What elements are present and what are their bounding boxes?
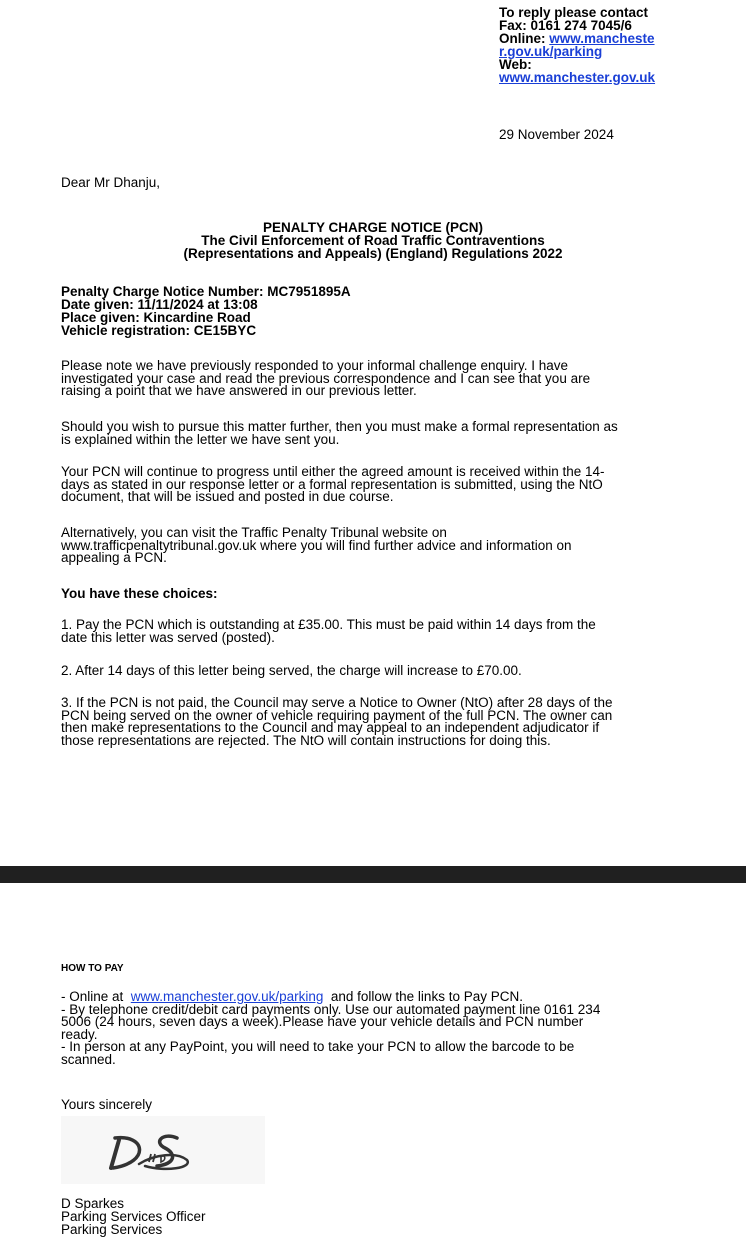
paragraph-line: 1. Pay the PCN which is outstanding at £35.00. This must be paid within 14 days from the — [61, 617, 596, 632]
reply-contact-line: To reply please contact — [499, 5, 649, 20]
contact-block — [499, 6, 689, 84]
closing: Yours sincerely — [61, 1097, 153, 1112]
online-label: Online: — [499, 31, 550, 46]
title-line-3: (Representations and Appeals) (England) Regulations 2022 — [183, 246, 563, 261]
choice-3 — [61, 697, 701, 747]
choice-1 — [61, 619, 701, 644]
date-given: Date given: 11/11/2024 at 13:08 — [61, 297, 258, 312]
paragraph-line: 2. After 14 days of this letter being served, the charge will increase to £70.00. — [61, 663, 522, 678]
paragraph-pcn-progress — [61, 466, 701, 504]
paragraph-line: raising a point that we have answered in our previous letter. — [61, 383, 417, 398]
pay-telephone-line: - By telephone credit/debit card payments only. Use our automated payment line 0161 234 — [61, 1001, 601, 1017]
title-line-2: The Civil Enforcement of Road Traffic Contraventions — [201, 233, 545, 248]
paragraph-line: www.trafficpenaltytribunal.gov.uk where you will find further advice and information on — [61, 537, 572, 553]
pay-in-person-line: scanned. — [61, 1051, 116, 1067]
paragraph-line: days as stated in our response letter or a formal representation is submitted, using the NtO — [61, 476, 603, 492]
paragraph-line: 3. If the PCN is not paid, the Council may serve a Notice to Owner (NtO) after 28 days of the — [61, 695, 613, 710]
salutation: Dear Mr Dhanju, — [61, 175, 161, 190]
fax-line: Fax: 0161 274 7045/6 — [499, 18, 632, 33]
pay-telephone-line: 5006 (24 hours, seven days a week).Please have your vehicle details and PCN number — [61, 1014, 584, 1029]
pay-online-link[interactable]: www.manchester.gov.uk/parking — [130, 989, 324, 1004]
vehicle-registration: Vehicle registration: CE15BYC — [61, 323, 257, 338]
signature-image — [61, 1116, 265, 1184]
page-break-divider — [0, 866, 746, 883]
how-to-pay-list — [61, 991, 701, 1066]
title-line-1: PENALTY CHARGE NOTICE (PCN) — [262, 220, 483, 235]
pay-online-prefix: - Online at — [61, 989, 131, 1004]
choice-2 — [61, 665, 701, 678]
pay-telephone-line: ready. — [61, 1026, 98, 1042]
pcn-number: Penalty Charge Notice Number: MC7951895A — [61, 284, 351, 299]
paragraph-line: Your PCN will continue to progress until either the agreed amount is received within the 14- — [61, 464, 605, 479]
online-link-part2[interactable]: r.gov.uk/parking — [499, 44, 603, 59]
paragraph-line: Alternatively, you can visit the Traffic Penalty Tribunal website on — [61, 525, 447, 540]
paragraph-tribunal — [61, 527, 701, 565]
signer-block — [61, 1197, 206, 1236]
paragraph-pursue-matter — [61, 421, 701, 446]
paragraph-previous-response — [61, 360, 701, 398]
web-line — [499, 71, 689, 84]
paragraph-line: those representations are rejected. The NtO will contain instructions for doing this. — [61, 732, 551, 748]
online-link-part1[interactable]: www.mancheste — [549, 31, 655, 46]
notice-title — [0, 221, 746, 260]
web-label: Web: — [499, 57, 532, 72]
paragraph-line: document, that will be issued and posted in due course. — [61, 489, 394, 504]
signer-name: D Sparkes — [61, 1196, 125, 1211]
paragraph-line: is explained within the letter we have sent you. — [61, 431, 340, 447]
how-to-pay-heading: HOW TO PAY — [61, 963, 124, 974]
paragraph-line: appealing a PCN. — [61, 550, 167, 565]
signer-department: Parking Services — [61, 1222, 163, 1237]
paragraph-line: investigated your case and read the previous correspondence and I can see that you are — [61, 370, 591, 386]
pay-online-suffix: and follow the links to Pay PCN. — [323, 989, 523, 1004]
paragraph-line: Please note we have previously responded to your informal challenge enquiry. I have — [61, 358, 569, 373]
paragraph-line: then make representations to the Council and may appeal to an independent adjudicator if — [61, 720, 600, 735]
letter-date: 29 November 2024 — [499, 127, 614, 142]
pay-in-person-line: - In person at any PayPoint, you will need to take your PCN to allow the barcode to be — [61, 1039, 575, 1054]
pcn-details — [61, 285, 351, 337]
web-link[interactable]: www.manchester.gov.uk — [499, 70, 656, 85]
place-given: Place given: Kincardine Road — [61, 310, 251, 325]
paragraph-line: Should you wish to pursue this matter further, then you must make a formal representation as — [61, 419, 618, 434]
paragraph-line: PCN being served on the owner of vehicle requiring payment of the full PCN. The owner can — [61, 707, 613, 723]
signer-title: Parking Services Officer — [61, 1209, 206, 1224]
choices-heading: You have these choices: — [61, 586, 218, 601]
paragraph-line: date this letter was served (posted). — [61, 629, 275, 645]
signature-icon — [105, 1124, 205, 1176]
